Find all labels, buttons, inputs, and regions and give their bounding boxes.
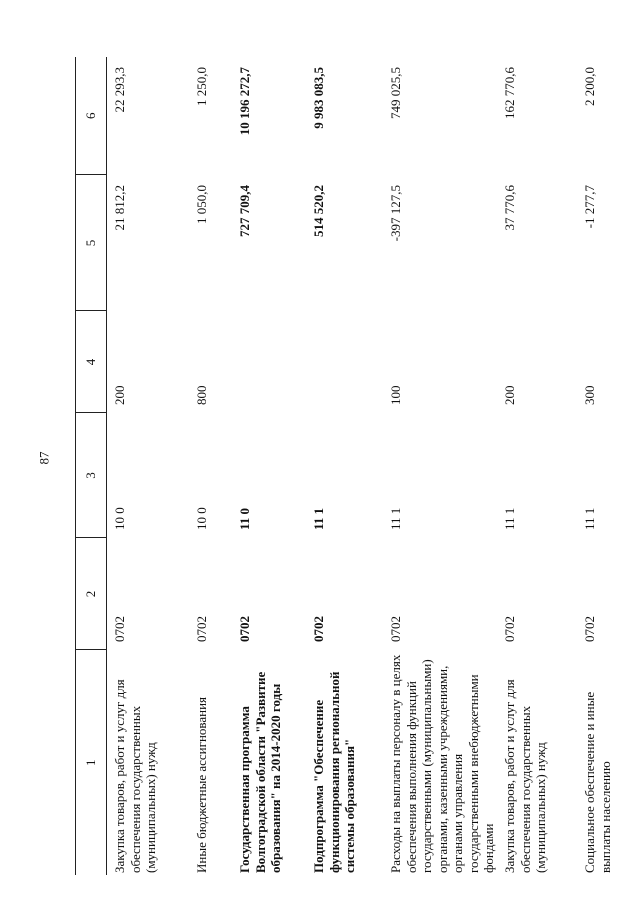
table-row [582,57,622,875]
row-name: Расходы на выплаты персоналу в целях обеспечения выполнения функций государственными (муниципальными) органами, казенными учреждениями, органами управления государственными внебюджетными фондами [388,654,496,873]
row-total: 162 770,6 [502,67,517,119]
row-total: 9 983 083,5 [311,67,326,129]
row-type: 800 [194,385,209,405]
row-name: Государственная программа Волгоградской области "Развитие образования" на 2014-2020 годы [237,671,283,873]
row-target: 10 0 [112,507,127,530]
row-change: -397 127,5 [388,185,403,242]
row-target: 11 1 [388,507,403,530]
table-row [502,57,582,875]
row-section: 0702 [311,616,326,642]
row-type: 300 [582,385,597,405]
table-body [107,57,623,875]
row-section: 0702 [112,616,127,642]
row-change: -1 277,7 [582,185,597,229]
table-row [194,57,237,875]
row-name: Социальное обеспечение и иные выплаты населению [582,691,613,873]
row-type [237,311,311,413]
row-section: 0702 [502,616,517,642]
rotated-page-content [75,57,615,875]
table-row [107,57,195,875]
row-total: 2 200,0 [582,67,597,106]
row-target: 10 0 [194,507,209,530]
budget-table [75,57,622,875]
row-total: 22 293,3 [112,67,127,113]
table-row [388,57,502,875]
row-section: 0702 [582,616,597,642]
row-change: 21 812,2 [112,185,127,231]
row-total: 1 250,0 [194,67,209,106]
table-row [237,57,311,875]
row-type: 100 [388,385,403,405]
row-target: 11 1 [582,507,597,530]
row-change: 727 709,4 [237,185,252,237]
row-name: Закупка товаров, работ и услуг для обеспечения государственных (муниципальных) нужд [502,679,548,873]
row-type: 200 [112,385,127,405]
header-col-5: 5 [76,175,107,311]
row-target: 11 1 [311,507,326,530]
header-col-3: 3 [76,413,107,538]
row-name: Подпрограмма "Обеспечение функционирования региональной системы образования" [311,671,357,873]
row-total: 10 196 272,7 [237,67,252,136]
header-col-2: 2 [76,538,107,650]
header-col-6: 6 [76,57,107,175]
header-row [76,57,107,875]
table-row [311,57,388,875]
row-section: 0702 [388,616,403,642]
row-section: 0702 [194,616,209,642]
row-change: 514 520,2 [311,185,326,237]
table-header [76,57,107,875]
row-change: 37 770,6 [502,185,517,231]
header-col-4: 4 [76,311,107,413]
header-col-1: 1 [76,650,107,875]
row-target: 11 0 [237,507,252,530]
row-type: 200 [502,385,517,405]
row-type [311,311,388,413]
row-total: 749 025,5 [388,67,403,119]
row-target: 11 1 [502,507,517,530]
page-number: 87 [36,451,52,465]
row-name: Иные бюджетные ассигнования [194,696,209,873]
row-name: Закупка товаров, работ и услуг для обеспечения государственных (муниципальных) нужд [112,679,158,873]
row-change: 1 050,0 [194,185,209,224]
row-section: 0702 [237,616,252,642]
